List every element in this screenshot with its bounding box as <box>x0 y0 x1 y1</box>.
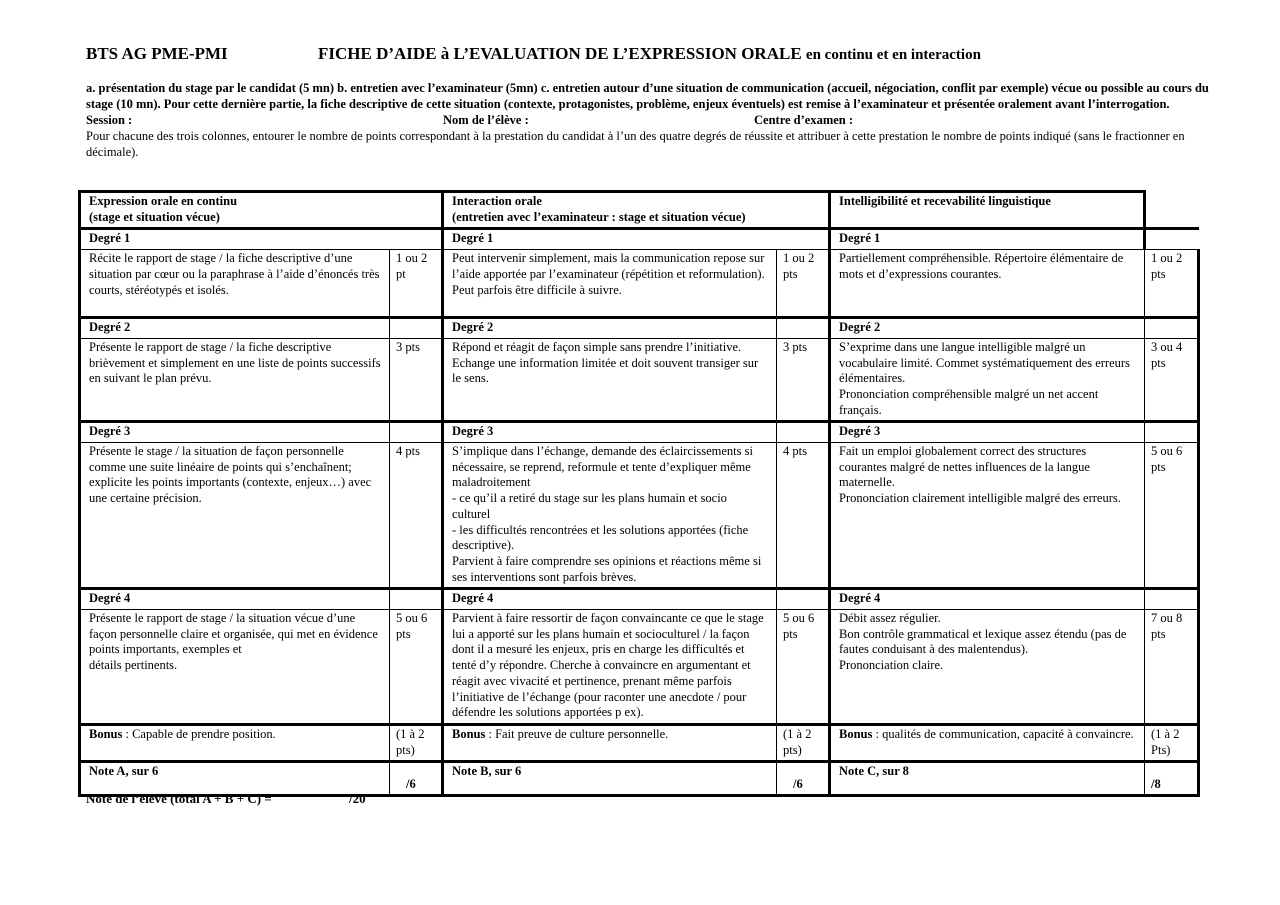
total-label: Note de l’élève (total A + B + C) = <box>86 791 272 806</box>
meta-row <box>86 112 1211 128</box>
degree-label: Degré 1 <box>443 229 830 250</box>
degree-label: Degré 3 <box>80 422 390 443</box>
note-a-label: Note A, sur 6 <box>80 762 390 796</box>
degree-label: Degré 4 <box>830 589 1145 610</box>
points-c-degree-4[interactable]: 7 ou 8 pts <box>1145 610 1199 725</box>
student-name-field[interactable]: Nom de l’élève : <box>443 113 529 127</box>
evaluation-table <box>78 190 1200 797</box>
program-code: BTS AG PME-PMI <box>86 44 228 63</box>
degree-label: Degré 2 <box>80 318 390 339</box>
points-a-degree-3[interactable]: 4 pts <box>390 443 443 589</box>
title-suffix: en continu et en interaction <box>805 47 981 63</box>
points-b-degree-4[interactable]: 5 ou 6 pts <box>777 610 830 725</box>
note-b-field[interactable]: /6 <box>777 762 830 796</box>
note-a-field[interactable]: /6 <box>390 762 443 796</box>
points-c-degree-3[interactable]: 5 ou 6 pts <box>1145 443 1199 589</box>
document-title: FICHE D’AIDE à L’EVALUATION DE L’EXPRESSION ORALE en continu et en interaction <box>318 44 981 63</box>
total-field[interactable]: /20 <box>349 791 366 806</box>
column-a-heading: Expression orale en continu (stage et situation vécue) <box>80 192 443 229</box>
points-a-degree-4[interactable]: 5 ou 6 pts <box>390 610 443 725</box>
points-b-degree-3[interactable]: 4 pts <box>777 443 830 589</box>
bonus-points-b[interactable]: (1 à 2 pts) <box>777 724 830 761</box>
points-b-degree-1[interactable]: 1 ou 2 pts <box>777 250 830 318</box>
criteria-b-degree-4: Parvient à faire ressortir de façon convaincante ce que le stage lui a apporté sur les plans humain et socioculturel / la façon dont il a mesuré les enjeux, pris en charge les difficultés et tenté d’y répondre. Cherche à convaincre en argumentant et réagit avec vivacité et pertinence, prenant même parfois l’initiative de l’échange (pour raconter une anecdote / pour défendre les solutions apportées p ex). <box>443 610 777 725</box>
points-b-degree-2[interactable]: 3 pts <box>777 338 830 422</box>
instructions-text: Pour chacune des trois colonnes, entourer le nombre de points correspondant à la prestation du candidat à l’un des quatre degrés de réussite et attribuer à cette prestation le nombre de points indiqué (sans le fractionner en décimale). <box>86 129 1185 159</box>
bonus-points-a[interactable]: (1 à 2 pts) <box>390 724 443 761</box>
bonus-c: Bonus : qualités de communication, capacité à convaincre. <box>830 724 1145 761</box>
total-row <box>86 791 366 807</box>
note-c-field[interactable]: /8 <box>1145 762 1199 796</box>
points-a-degree-2[interactable]: 3 pts <box>390 338 443 422</box>
criteria-c-degree-1: Partiellement compréhensible. Répertoire élémentaire de mots et d’expressions courantes. <box>830 250 1145 318</box>
bonus-points-c[interactable]: (1 à 2 Pts) <box>1145 724 1199 761</box>
points-c-degree-2[interactable]: 3 ou 4 pts <box>1145 338 1199 422</box>
criteria-c-degree-3: Fait un emploi globalement correct des structures courantes malgré de nettes influences de la langue maternelle. Prononciation clairement intelligible malgré des erreurs. <box>830 443 1145 589</box>
criteria-a-degree-3: Présente le stage / la situation de façon personnelle comme une suite linéaire de points qui s’enchaînent; explicite les points importants (contexte, enjeux…) avec une certaine précision. <box>80 443 390 589</box>
document-header <box>86 44 981 64</box>
degree-label: Degré 3 <box>443 422 777 443</box>
session-field[interactable]: Session : <box>86 113 133 127</box>
degree-label: Degré 1 <box>80 229 443 250</box>
column-c-heading: Intelligibilité et recevabilité linguistique <box>830 192 1145 229</box>
criteria-c-degree-2: S’exprime dans une langue intelligible malgré un vocabulaire limité. Commet systématiquement des erreurs élémentaires. Prononciation compréhensible malgré un net accent français. <box>830 338 1145 422</box>
degree-label: Degré 1 <box>830 229 1145 250</box>
bonus-a: Bonus : Capable de prendre position. <box>80 724 390 761</box>
criteria-c-degree-4: Débit assez régulier. Bon contrôle grammatical et lexique assez étendu (pas de fautes conduisant à des malentendus). Prononciation claire. <box>830 610 1145 725</box>
degree-label: Degré 4 <box>443 589 777 610</box>
degree-label: Degré 2 <box>443 318 777 339</box>
exam-center-field[interactable]: Centre d’examen : <box>754 113 854 127</box>
intro-text: a. présentation du stage par le candidat (5 mn) b. entretien avec l’examinateur (5mn) c. entretien autour d’une situation de communication (accueil, négociation, conflit par exemple) vécue ou possible au cours du stage (10 mn). Pour cette dernière partie, la fiche descriptive de cette situation (contexte, protagonistes, problème, enjeux éventuels) est remise à l’examinateur et présentée oralement avant l’interrogation. <box>86 81 1209 111</box>
bonus-b: Bonus : Fait preuve de culture personnelle. <box>443 724 777 761</box>
degree-label: Degré 3 <box>830 422 1145 443</box>
degree-label: Degré 2 <box>830 318 1145 339</box>
criteria-b-degree-2: Répond et réagit de façon simple sans prendre l’initiative. Echange une information limitée et doit souvent transiger sur le sens. <box>443 338 777 422</box>
points-c-degree-1[interactable]: 1 ou 2 pts <box>1145 250 1199 318</box>
note-c-label: Note C, sur 8 <box>830 762 1145 796</box>
criteria-b-degree-3: S’implique dans l’échange, demande des éclaircissements si nécessaire, se reprend, reformule et tente d’expliquer même maladroitement - ce qu’il a retiré du stage sur les plans humain et socio culturel - les difficultés rencontrées et les solutions apportées (fiche descriptive). Parvient à faire comprendre ses opinions et réactions même si ses interventions sont parfois brèves. <box>443 443 777 589</box>
criteria-a-degree-1: Récite le rapport de stage / la fiche descriptive d’une situation par cœur ou la paraphrase à l’aide d’énoncés très courts, stéréotypés et isolés. <box>80 250 390 318</box>
column-b-heading: Interaction orale (entretien avec l’examinateur : stage et situation vécue) <box>443 192 830 229</box>
degree-label: Degré 4 <box>80 589 390 610</box>
note-b-label: Note B, sur 6 <box>443 762 777 796</box>
intro-block <box>86 80 1211 160</box>
criteria-b-degree-1: Peut intervenir simplement, mais la communication repose sur l’aide apportée par l’examinateur (répétition et reformulation). Peut parfois être difficile à suivre. <box>443 250 777 318</box>
criteria-a-degree-2: Présente le rapport de stage / la fiche descriptive brièvement et simplement en une liste de points successifs en suivant le plan prévu. <box>80 338 390 422</box>
points-a-degree-1[interactable]: 1 ou 2 pt <box>390 250 443 318</box>
criteria-a-degree-4: Présente le rapport de stage / la situation vécue d’une façon personnelle claire et organisée, qui met en évidence points importants, exemples et détails pertinents. <box>80 610 390 725</box>
